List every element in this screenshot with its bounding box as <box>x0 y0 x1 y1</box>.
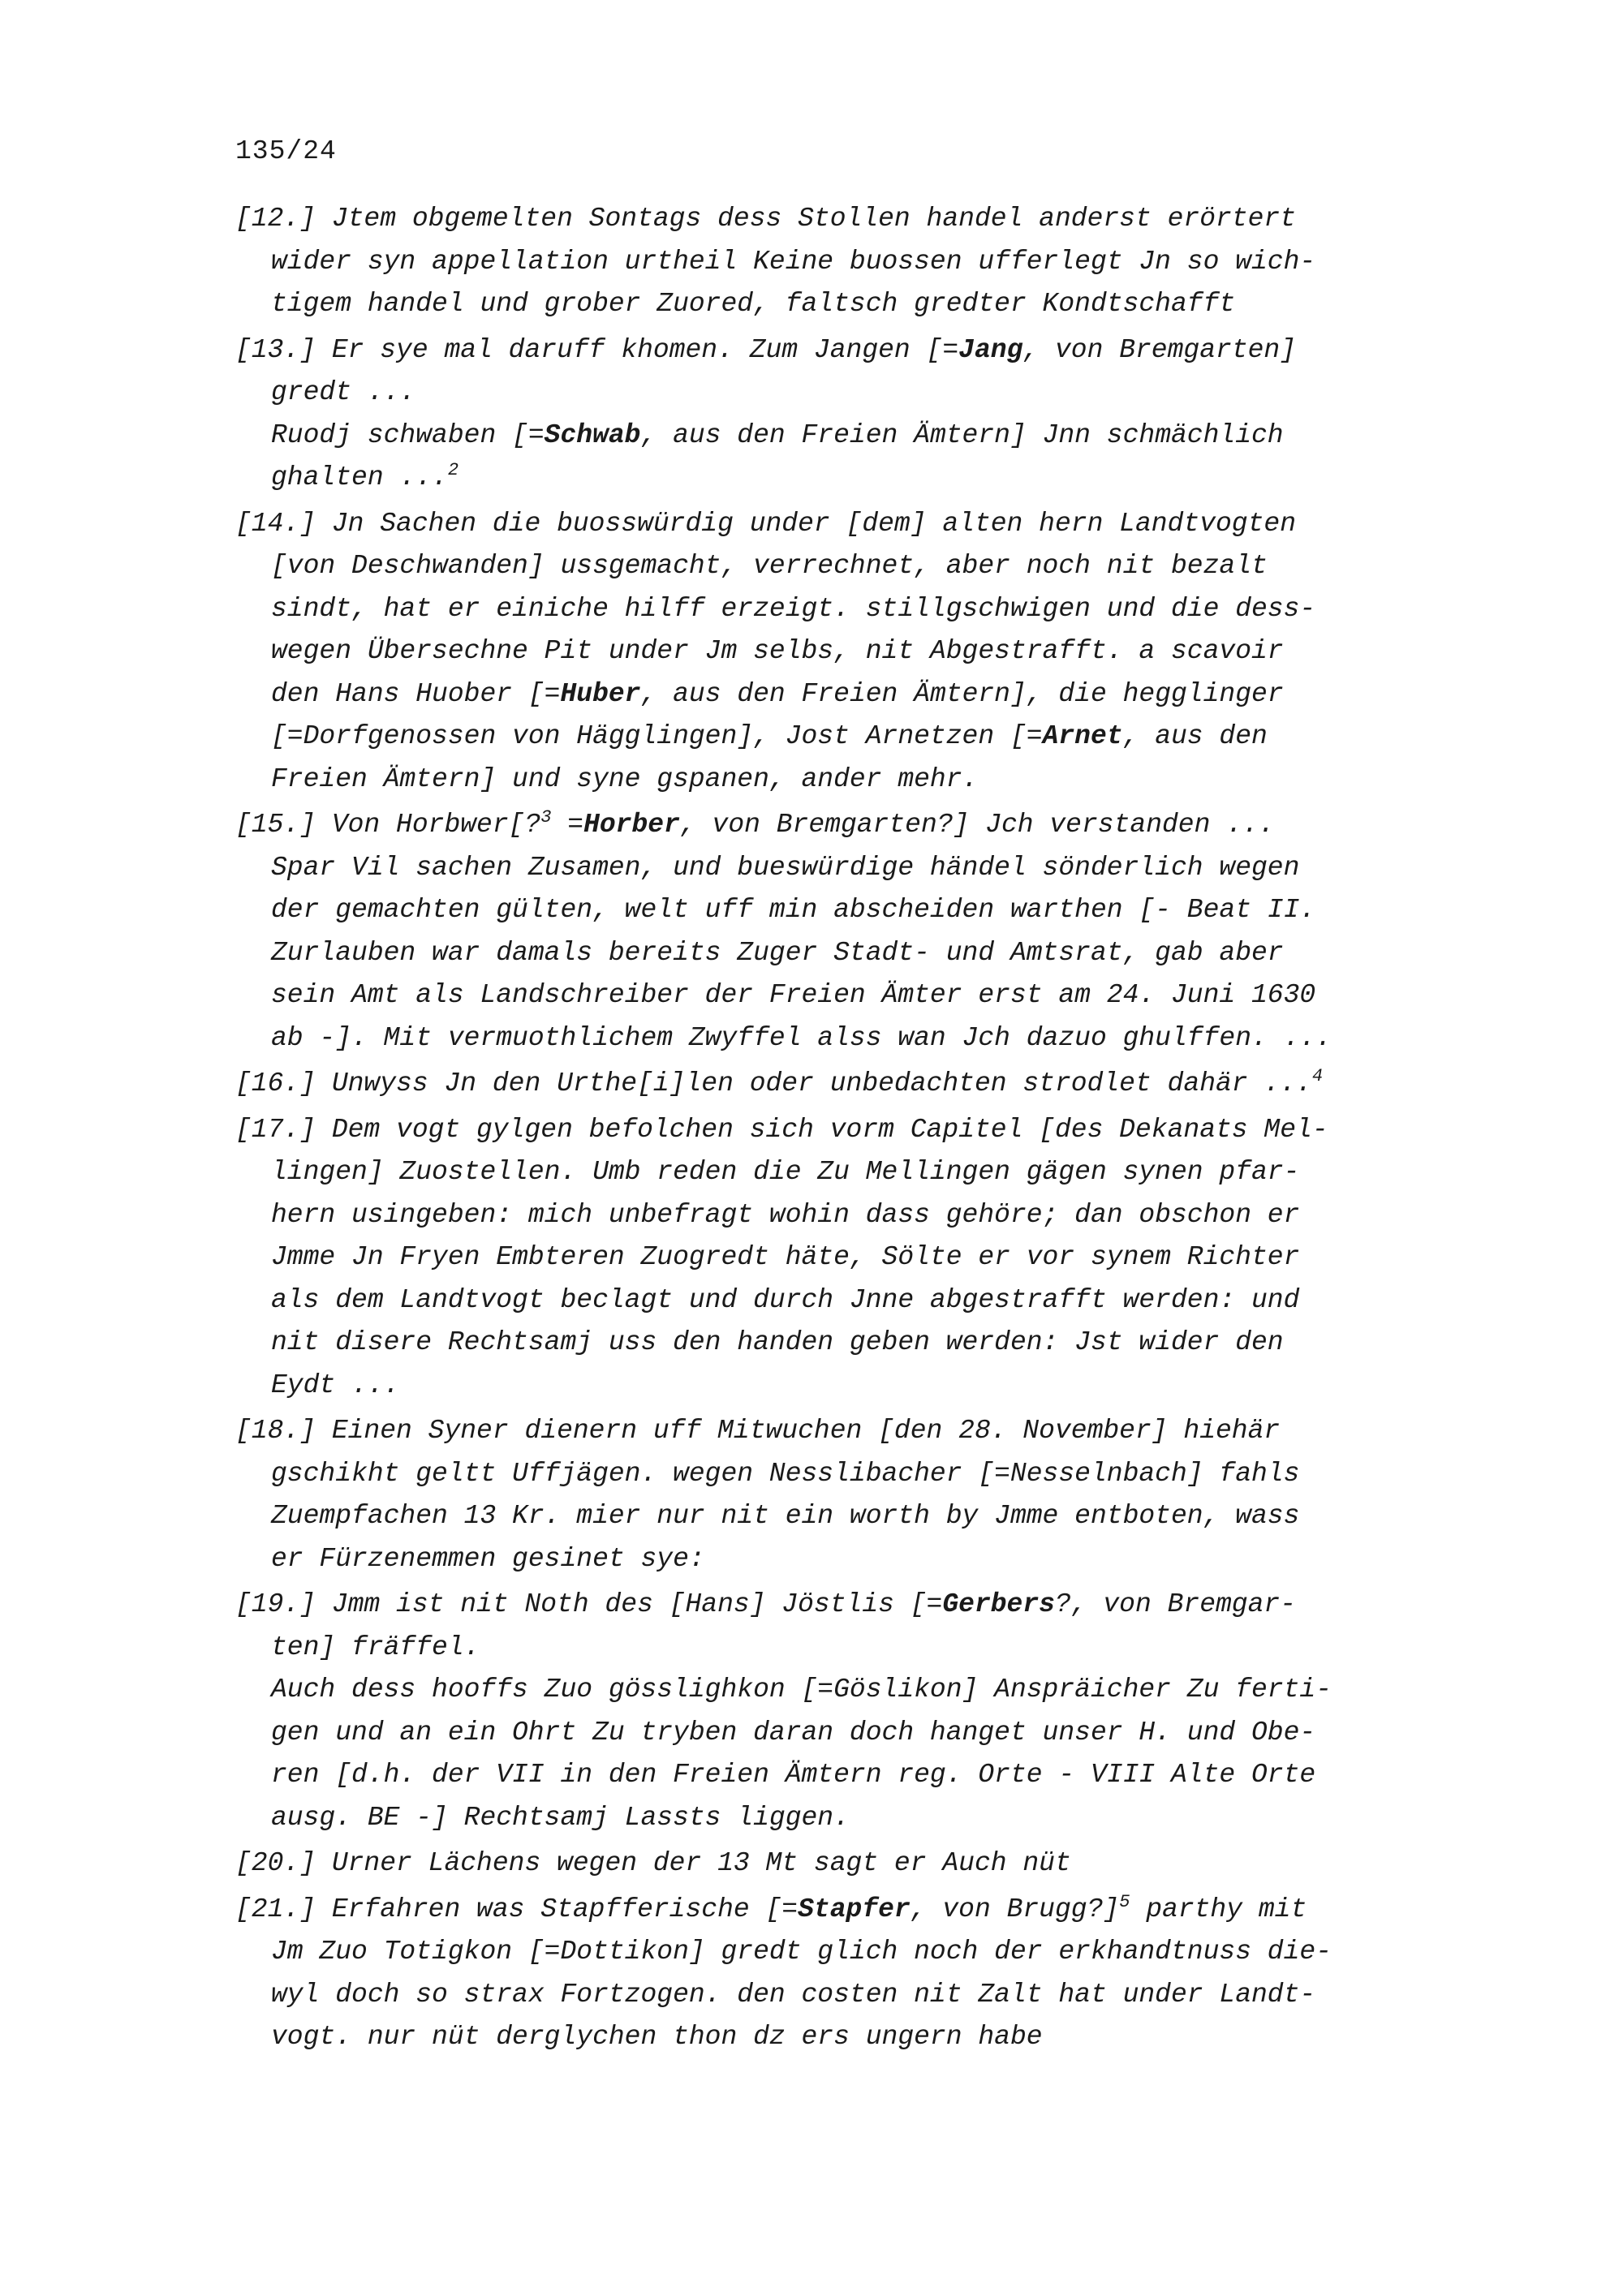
text-line <box>235 1584 1477 1627</box>
name-emphasis: Gerbers <box>942 1589 1055 1619</box>
text-segment: , von Bremgarten?] Jch verstanden ... <box>679 810 1275 840</box>
document-entry <box>235 1063 1477 1106</box>
footnote-ref: 5 <box>1119 1891 1130 1912</box>
text-segment: Freien Ämtern] und syne gspanen, ander mehr. <box>271 763 979 794</box>
text-line <box>235 759 1477 802</box>
text-segment: [15.] Von Horbwer[? <box>235 810 541 840</box>
text-segment: Spar Vil sachen Zusamen, und bueswürdige händel sönderlich wegen <box>271 852 1300 883</box>
text-segment: [14.] Jn Sachen die buosswürdig under [dem] alten hern Landtvogten <box>235 508 1297 539</box>
document-entry <box>235 198 1477 326</box>
footnote-ref: 3 <box>540 807 552 828</box>
text-segment: ten] fräffel. <box>271 1632 480 1662</box>
text-segment: ghalten ... <box>271 462 448 492</box>
text-segment: [19.] Jmm ist nit Noth des [Hans] Jöstlis [= <box>235 1589 943 1619</box>
name-emphasis: Horber <box>583 810 680 840</box>
text-line <box>235 283 1477 326</box>
text-segment: tigem handel und grober Zuored, faltsch gredter Kondtschafft <box>271 289 1236 319</box>
document-entry <box>235 1109 1477 1408</box>
text-segment: [von Deschwanden] ussgemacht, verrechnet, aber noch nit bezalt <box>271 551 1268 581</box>
text-line <box>235 1109 1477 1152</box>
text-segment: [16.] Unwyss Jn den Urthe[i]len oder unbedachten strodlet dahär ... <box>235 1068 1312 1099</box>
text-segment: Zurlauben war damals bereits Zuger Stadt- und Amtsrat, gab aber <box>271 937 1284 968</box>
text-segment: = <box>551 810 584 840</box>
text-line <box>235 847 1477 890</box>
text-segment: , aus den Freien Ämtern] Jnn schmächlich <box>640 419 1284 450</box>
text-line <box>235 974 1477 1017</box>
text-line <box>235 415 1477 458</box>
document-entry <box>235 503 1477 802</box>
text-line <box>235 372 1477 415</box>
text-line <box>235 1151 1477 1194</box>
text-segment: [21.] Erfahren was Stapfferische [= <box>235 1894 799 1924</box>
text-segment: als dem Landtvogt beclagt und durch Jnne abgestrafft werden: und <box>271 1284 1300 1315</box>
text-segment: Jmme Jn Fryen Embteren Zuogredt häte, Sölte er vor synem Richter <box>271 1242 1300 1272</box>
text-line <box>235 716 1477 759</box>
text-segment: [17.] Dem vogt gylgen befolchen sich vorm Capitel [des Dekanats Mel- <box>235 1114 1328 1145</box>
text-line <box>235 889 1477 932</box>
text-line <box>235 198 1477 241</box>
text-line <box>235 1627 1477 1670</box>
text-line <box>235 1063 1477 1106</box>
document-entry <box>235 1842 1477 1885</box>
text-line <box>235 630 1477 673</box>
text-segment: den Hans Huober [= <box>271 678 561 709</box>
text-segment: [12.] Jtem obgemelten Sontags dess Stollen handel anderst erörtert <box>235 204 1297 234</box>
name-emphasis: Huber <box>560 678 641 709</box>
text-line <box>235 545 1477 588</box>
text-line <box>235 1365 1477 1408</box>
text-line <box>235 1017 1477 1060</box>
text-segment: wider syn appellation urtheil Keine buossen ufferlegt Jn so wich- <box>271 246 1316 277</box>
text-segment: gredt ... <box>271 377 416 407</box>
document-body <box>235 198 1477 2062</box>
text-segment: , von Bremgarten] <box>1022 334 1297 365</box>
text-line <box>235 503 1477 546</box>
text-line <box>235 1669 1477 1712</box>
text-segment: sindt, hat er einiche hilff erzeigt. stillgschwigen und die dess- <box>271 593 1316 624</box>
text-segment: wyl doch so strax Fortzogen. den costen nit Zalt hat under Landt- <box>271 1979 1316 2010</box>
text-line <box>235 1889 1477 1932</box>
text-segment: er Fürzenemmen gesinet sye: <box>271 1543 705 1574</box>
document-entry <box>235 1889 1477 2059</box>
text-line <box>235 1236 1477 1279</box>
text-segment: Auch dess hooffs Zuo gösslighkon [=Göslikon] Anspräicher Zu ferti- <box>271 1675 1332 1705</box>
name-emphasis: Arnet <box>1042 721 1123 751</box>
text-segment: ausg. BE -] Rechtsamj Lassts liggen. <box>271 1802 850 1833</box>
text-segment: ab -]. Mit vermuothlichem Zwyffel alss wan Jch dazuo ghulffen. ... <box>271 1022 1332 1053</box>
text-segment: gschikht geltt Uffjägen. wegen Nesslibacher [=Nesselnbach] fahls <box>271 1458 1300 1489</box>
text-segment: der gemachten gülten, welt uff min abscheiden warthen [- Beat II. <box>271 895 1316 925</box>
text-line <box>235 1797 1477 1840</box>
text-segment: gen und an ein Ohrt Zu tryben daran doch hanget unser H. und Obe- <box>271 1717 1316 1748</box>
text-line <box>235 457 1477 500</box>
text-line <box>235 1538 1477 1581</box>
text-line <box>235 1754 1477 1797</box>
text-segment: lingen] Zuostellen. Umb reden die Zu Mellingen gägen synen pfar- <box>271 1157 1300 1187</box>
text-segment: [18.] Einen Syner dienern uff Mitwuchen [den 28. November] hiehär <box>235 1416 1281 1446</box>
document-entry <box>235 1584 1477 1839</box>
name-emphasis: Stapfer <box>798 1894 911 1924</box>
text-line <box>235 1842 1477 1885</box>
text-segment: parthy mit <box>1130 1894 1307 1924</box>
text-segment: ?, von Bremgar- <box>1054 1589 1297 1619</box>
text-segment: , aus den Freien Ämtern], die hegglinger <box>640 678 1284 709</box>
text-segment: [=Dorfgenossen von Hägglingen], Jost Arnetzen [= <box>271 721 1043 751</box>
text-line <box>235 241 1477 284</box>
text-line <box>235 1322 1477 1365</box>
footnote-ref: 2 <box>447 460 459 480</box>
text-segment: [13.] Er sye mal daruff khomen. Zum Jangen [= <box>235 334 959 365</box>
text-line <box>235 329 1477 372</box>
name-emphasis: Jang <box>958 334 1023 365</box>
page-number: 135/24 <box>235 136 337 166</box>
text-segment: hern usingeben: mich unbefragt wohin dass gehöre; dan obschon er <box>271 1199 1300 1230</box>
text-segment: ren [d.h. der VII in den Freien Ämtern reg. Orte - VIII Alte Orte <box>271 1760 1316 1790</box>
text-segment: Ruodj schwaben [= <box>271 419 545 450</box>
text-segment: , aus den <box>1122 721 1268 751</box>
text-segment: nit disere Rechtsamj uss den handen geben werden: Jst wider den <box>271 1327 1284 1357</box>
text-segment: vogt. nur nüt derglychen thon dz ers ungern habe <box>271 2022 1043 2052</box>
document-entry <box>235 804 1477 1060</box>
text-line <box>235 673 1477 716</box>
footnote-ref: 4 <box>1311 1066 1324 1086</box>
text-segment: Eydt ... <box>271 1369 400 1400</box>
text-line <box>235 1453 1477 1496</box>
name-emphasis: Schwab <box>544 419 641 450</box>
text-segment: , von Brugg?] <box>910 1894 1120 1924</box>
text-line <box>235 804 1477 847</box>
text-line <box>235 588 1477 631</box>
text-segment: Zuempfachen 13 Kr. mier nur nit ein worth by Jmme entboten, wass <box>271 1501 1300 1531</box>
text-segment: Jm Zuo Totigkon [=Dottikon] gredt glich noch der erkhandtnuss die- <box>271 1937 1332 1967</box>
text-line <box>235 932 1477 975</box>
text-segment: [20.] Urner Lächens wegen der 13 Mt sagt er Auch nüt <box>235 1848 1071 1878</box>
text-line <box>235 1279 1477 1322</box>
text-line <box>235 1410 1477 1453</box>
text-segment: wegen Übersechne Pit under Jm selbs, nit Abgestrafft. a scavoir <box>271 636 1284 666</box>
document-entry <box>235 1410 1477 1580</box>
text-line <box>235 1974 1477 2017</box>
text-segment: sein Amt als Landschreiber der Freien Ämter erst am 24. Juni 1630 <box>271 980 1316 1010</box>
text-line <box>235 2016 1477 2059</box>
text-line <box>235 1495 1477 1538</box>
text-line <box>235 1712 1477 1755</box>
document-entry <box>235 329 1477 500</box>
text-line <box>235 1194 1477 1237</box>
text-line <box>235 1931 1477 1974</box>
